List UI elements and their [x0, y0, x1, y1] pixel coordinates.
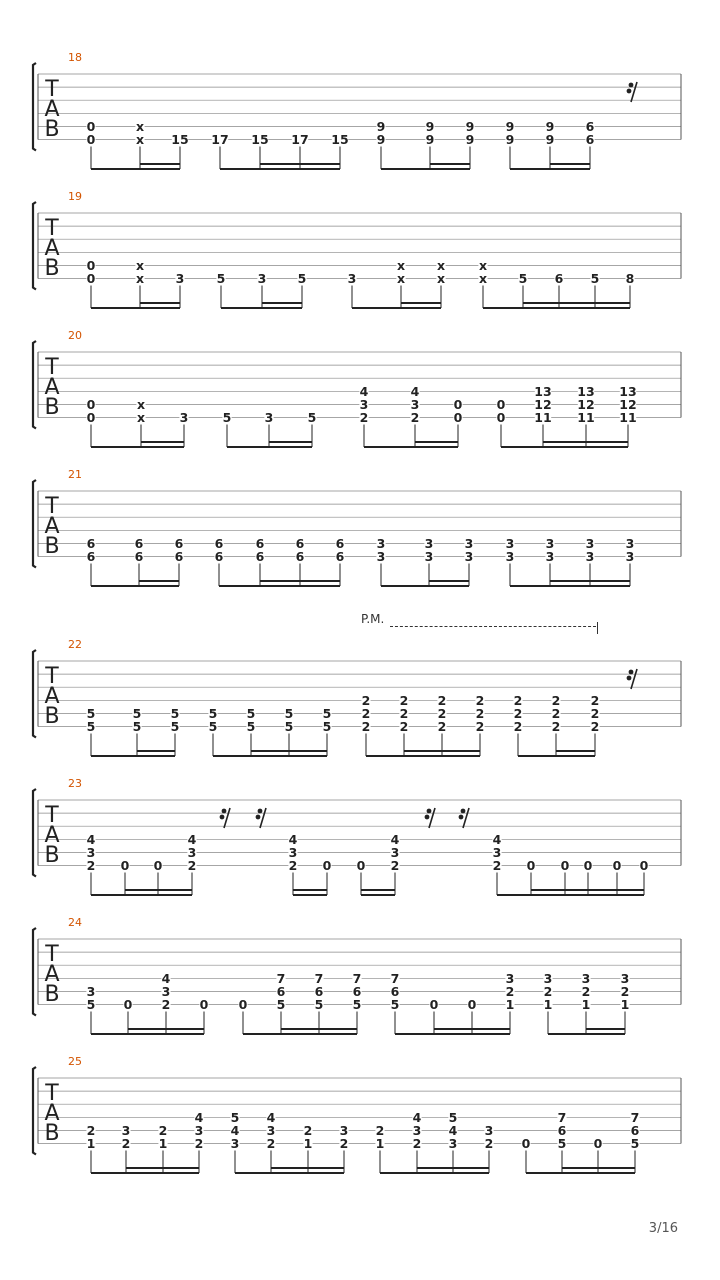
fret-number: 5 — [314, 997, 324, 1012]
fret-number: 2 — [86, 1122, 96, 1138]
tab-clef-letter: T — [45, 216, 59, 241]
fret-number: 6 — [390, 983, 400, 999]
fret-number: 11 — [534, 410, 552, 425]
fret-number: x — [135, 118, 145, 134]
fret-number: 5 — [284, 719, 294, 734]
tab-clef-letter: B — [44, 256, 60, 281]
fret-number: x — [135, 132, 145, 147]
fret-number: 3 — [625, 535, 635, 551]
fret-number: 5 — [86, 705, 96, 721]
fret-number: 4 — [86, 831, 96, 847]
fret-number: 6 — [134, 535, 144, 551]
tab-clef-letter: T — [45, 942, 59, 967]
fret-number: 2 — [505, 983, 515, 999]
fret-number: 0 — [429, 997, 439, 1012]
fret-number: 3 — [187, 844, 197, 860]
fret-number: 2 — [288, 858, 298, 873]
fret-number: 4 — [161, 970, 171, 986]
measure-number: 18 — [68, 51, 82, 64]
fret-number: 9 — [505, 118, 515, 134]
fret-number: 3 — [376, 535, 386, 551]
tab-system — [33, 51, 681, 169]
fret-number: 5 — [170, 705, 180, 721]
system-bracket — [33, 1067, 36, 1155]
fret-number: 7 — [352, 970, 362, 986]
fret-number: 9 — [465, 118, 475, 134]
fret-number: 5 — [322, 705, 332, 721]
fret-number: x — [136, 410, 146, 425]
fret-number: 2 — [551, 705, 561, 721]
fret-number: 0 — [86, 118, 96, 134]
fret-number: 0 — [86, 132, 96, 147]
measure-number: 22 — [68, 638, 82, 651]
fret-number: 3 — [376, 549, 386, 564]
fret-number: 5 — [208, 719, 218, 734]
fret-number: 2 — [194, 1136, 204, 1151]
fret-number: 3 — [257, 271, 267, 286]
measure-number: 19 — [68, 190, 82, 203]
fret-number: 2 — [581, 983, 591, 999]
tab-clef-letter: B — [44, 982, 60, 1007]
fret-number: 2 — [492, 858, 502, 873]
fret-number: 3 — [448, 1136, 458, 1151]
tab-clef-letter: B — [44, 117, 60, 142]
fret-number: 2 — [590, 692, 600, 708]
fret-number: 0 — [86, 271, 96, 286]
tab-clef-letter: T — [45, 355, 59, 380]
fret-number: 3 — [505, 970, 515, 986]
fret-number: 3 — [620, 970, 630, 986]
fret-number: 2 — [266, 1136, 276, 1151]
tab-clef-letter: A — [44, 823, 60, 848]
fret-number: 1 — [581, 997, 591, 1012]
tab-clef-letter: T — [45, 494, 59, 519]
palm-mute-extension — [390, 626, 596, 627]
fret-number: 6 — [255, 549, 265, 564]
fret-number: 9 — [425, 118, 435, 134]
fret-number: 3 — [266, 1122, 276, 1138]
fret-number: 8 — [625, 271, 635, 286]
fret-number: 2 — [339, 1136, 349, 1151]
fret-number: 5 — [230, 1109, 240, 1125]
fret-number: 3 — [424, 549, 434, 564]
rest-dot — [222, 809, 227, 814]
fret-number: 2 — [375, 1122, 385, 1138]
fret-number: 6 — [134, 549, 144, 564]
fret-number: 2 — [359, 410, 369, 425]
sixteenth-rest-icon — [220, 808, 230, 828]
fret-number: 6 — [276, 983, 286, 999]
fret-number: 3 — [339, 1122, 349, 1138]
fret-number: 2 — [590, 705, 600, 721]
fret-number: 0 — [496, 396, 506, 412]
rest-dot — [220, 815, 225, 820]
fret-number: 6 — [295, 549, 305, 564]
fret-number: 0 — [453, 396, 463, 412]
tab-clef-letter: T — [45, 664, 59, 689]
fret-number: 3 — [581, 970, 591, 986]
fret-number: x — [478, 271, 488, 286]
tab-clef-letter: A — [44, 962, 60, 987]
fret-number: 5 — [170, 719, 180, 734]
fret-number: 11 — [619, 410, 637, 425]
fret-number: 3 — [288, 844, 298, 860]
rest-dot — [256, 815, 261, 820]
measure-number: 25 — [68, 1055, 82, 1068]
fret-number: x — [135, 271, 145, 286]
system-bracket — [33, 480, 36, 568]
rest-dot — [627, 676, 632, 681]
fret-number: 6 — [557, 1122, 567, 1138]
tab-system — [33, 916, 681, 1034]
fret-number: 6 — [335, 549, 345, 564]
fret-number: 6 — [295, 535, 305, 551]
fret-number: 1 — [375, 1136, 385, 1151]
tab-clef-letter: B — [44, 1121, 60, 1146]
tab-clef-letter: A — [44, 514, 60, 539]
fret-number: 5 — [390, 997, 400, 1012]
fret-number: x — [436, 271, 446, 286]
fret-number: x — [478, 257, 488, 273]
fret-number: 2 — [437, 692, 447, 708]
fret-number: 4 — [288, 831, 298, 847]
fret-number: 13 — [577, 383, 595, 399]
tab-clef-letter: T — [45, 77, 59, 102]
fret-number: 13 — [534, 383, 552, 399]
fret-number: 2 — [161, 997, 171, 1012]
fret-number: 0 — [639, 858, 649, 873]
fret-number: 6 — [174, 549, 184, 564]
fret-number: 15 — [251, 132, 269, 147]
fret-number: 0 — [593, 1136, 603, 1151]
fret-number: 2 — [551, 719, 561, 734]
fret-number: 0 — [153, 858, 163, 873]
fret-number: 6 — [86, 549, 96, 564]
fret-number: 5 — [284, 705, 294, 721]
fret-number: 3 — [121, 1122, 131, 1138]
fret-number: 2 — [437, 719, 447, 734]
fret-number: 9 — [425, 132, 435, 147]
fret-number: 5 — [86, 997, 96, 1012]
fret-number: 6 — [585, 118, 595, 134]
fret-number: 5 — [222, 410, 232, 425]
fret-number: x — [136, 396, 146, 412]
rest-dot — [627, 89, 632, 94]
fret-number: 3 — [264, 410, 274, 425]
tab-system — [33, 329, 681, 447]
fret-number: 2 — [390, 858, 400, 873]
fret-number: 4 — [194, 1109, 204, 1125]
fret-number: 4 — [412, 1109, 422, 1125]
fret-number: 2 — [513, 692, 523, 708]
fret-number: 0 — [612, 858, 622, 873]
fret-number: 5 — [590, 271, 600, 286]
fret-number: 3 — [161, 983, 171, 999]
fret-number: 3 — [86, 983, 96, 999]
fret-number: 0 — [356, 858, 366, 873]
fret-number: 17 — [211, 132, 229, 147]
fret-number: 4 — [230, 1122, 240, 1138]
fret-number: 5 — [276, 997, 286, 1012]
fret-number: 0 — [199, 997, 209, 1012]
fret-number: 4 — [187, 831, 197, 847]
fret-number: 9 — [505, 132, 515, 147]
sixteenth-rest-icon — [425, 808, 435, 828]
fret-number: 1 — [505, 997, 515, 1012]
fret-number: 3 — [410, 396, 420, 412]
fret-number: 9 — [545, 132, 555, 147]
fret-number: 6 — [585, 132, 595, 147]
measure-number: 23 — [68, 777, 82, 790]
fret-number: 2 — [484, 1136, 494, 1151]
tab-system — [33, 1055, 681, 1173]
system-bracket — [33, 202, 36, 290]
fret-number: 4 — [359, 383, 369, 399]
tab-system — [33, 777, 681, 895]
fret-number: 5 — [518, 271, 528, 286]
rest-dot — [629, 83, 634, 88]
fret-number: 6 — [554, 271, 564, 286]
fret-number: 0 — [120, 858, 130, 873]
palm-mute-label: P.M. — [361, 612, 385, 626]
system-bracket — [33, 63, 36, 151]
fret-number: 2 — [361, 719, 371, 734]
fret-number: 0 — [521, 1136, 531, 1151]
fret-number: 3 — [464, 549, 474, 564]
fret-number: 6 — [174, 535, 184, 551]
tab-clef-letter: A — [44, 684, 60, 709]
sixteenth-rest-icon — [627, 669, 637, 689]
fret-number: 5 — [86, 719, 96, 734]
fret-number: 2 — [475, 719, 485, 734]
fret-number: 5 — [132, 705, 142, 721]
sixteenth-rest-icon — [627, 82, 637, 102]
fret-number: 11 — [577, 410, 595, 425]
fret-number: 2 — [410, 410, 420, 425]
tab-clef-letter: A — [44, 236, 60, 261]
measure-number: 24 — [68, 916, 82, 929]
tab-system — [33, 190, 681, 308]
fret-number: 6 — [86, 535, 96, 551]
fret-number: 0 — [583, 858, 593, 873]
fret-number: 0 — [467, 997, 477, 1012]
system-bracket — [33, 928, 36, 1016]
fret-number: 3 — [543, 970, 553, 986]
fret-number: 3 — [412, 1122, 422, 1138]
fret-number: x — [396, 257, 406, 273]
fret-number: 0 — [453, 410, 463, 425]
fret-number: 3 — [492, 844, 502, 860]
tab-clef-letter: A — [44, 97, 60, 122]
fret-number: 0 — [496, 410, 506, 425]
fret-number: 3 — [179, 410, 189, 425]
fret-number: 6 — [214, 535, 224, 551]
fret-number: 1 — [86, 1136, 96, 1151]
fret-number: 7 — [557, 1109, 567, 1125]
fret-number: 1 — [158, 1136, 168, 1151]
fret-number: 3 — [545, 535, 555, 551]
fret-number: 6 — [214, 549, 224, 564]
fret-number: 12 — [619, 396, 637, 412]
fret-number: 9 — [465, 132, 475, 147]
fret-number: 2 — [361, 692, 371, 708]
fret-number: 2 — [399, 692, 409, 708]
palm-mute-end — [597, 622, 598, 634]
fret-number: 3 — [175, 271, 185, 286]
fret-number: 9 — [376, 132, 386, 147]
rest-dot — [629, 670, 634, 675]
fret-number: 0 — [86, 257, 96, 273]
fret-number: 2 — [158, 1122, 168, 1138]
system-bracket — [33, 789, 36, 877]
fret-number: 3 — [585, 549, 595, 564]
fret-number: 2 — [121, 1136, 131, 1151]
fret-number: 0 — [526, 858, 536, 873]
tab-clef-letter: B — [44, 395, 60, 420]
system-bracket — [33, 341, 36, 429]
fret-number: 3 — [230, 1136, 240, 1151]
rest-dot — [459, 815, 464, 820]
fret-number: 2 — [620, 983, 630, 999]
fret-number: 5 — [297, 271, 307, 286]
fret-number: 4 — [492, 831, 502, 847]
tab-clef-letter: A — [44, 375, 60, 400]
system-bracket — [33, 650, 36, 738]
fret-number: 6 — [335, 535, 345, 551]
fret-number: 6 — [255, 535, 265, 551]
fret-number: 1 — [543, 997, 553, 1012]
fret-number: 5 — [322, 719, 332, 734]
rest-dot — [427, 809, 432, 814]
fret-number: 5 — [352, 997, 362, 1012]
fret-number: 2 — [513, 705, 523, 721]
fret-number: 0 — [238, 997, 248, 1012]
fret-number: 1 — [620, 997, 630, 1012]
fret-number: x — [135, 257, 145, 273]
fret-number: 5 — [208, 705, 218, 721]
fret-number: 12 — [577, 396, 595, 412]
fret-number: 0 — [560, 858, 570, 873]
fret-number: 12 — [534, 396, 552, 412]
fret-number: 7 — [630, 1109, 640, 1125]
fret-number: 15 — [331, 132, 349, 147]
fret-number: 7 — [314, 970, 324, 986]
tab-system — [33, 468, 681, 586]
tab-system — [33, 638, 681, 756]
fret-number: 17 — [291, 132, 309, 147]
fret-number: 2 — [437, 705, 447, 721]
fret-number: 3 — [347, 271, 357, 286]
fret-number: 3 — [545, 549, 555, 564]
fret-number: 5 — [630, 1136, 640, 1151]
fret-number: 2 — [513, 719, 523, 734]
fret-number: 5 — [132, 719, 142, 734]
tab-clef-letter: B — [44, 704, 60, 729]
fret-number: 2 — [361, 705, 371, 721]
fret-number: x — [436, 257, 446, 273]
page-number: 3/16 — [648, 1221, 678, 1236]
fret-number: 3 — [86, 844, 96, 860]
tab-clef-letter: B — [44, 843, 60, 868]
fret-number: 5 — [216, 271, 226, 286]
fret-number: 1 — [303, 1136, 313, 1151]
rest-dot — [425, 815, 430, 820]
rest-dot — [461, 809, 466, 814]
measure-number: 21 — [68, 468, 82, 481]
fret-number: 4 — [410, 383, 420, 399]
fret-number: 2 — [551, 692, 561, 708]
fret-number: 5 — [307, 410, 317, 425]
fret-number: 2 — [475, 705, 485, 721]
fret-number: 3 — [585, 535, 595, 551]
fret-number: 6 — [630, 1122, 640, 1138]
fret-number: 5 — [448, 1109, 458, 1125]
tab-clef-letter: B — [44, 534, 60, 559]
fret-number: 4 — [448, 1122, 458, 1138]
fret-number: 2 — [86, 858, 96, 873]
fret-number: 4 — [266, 1109, 276, 1125]
fret-number: 3 — [484, 1122, 494, 1138]
tab-clef-letter: T — [45, 803, 59, 828]
fret-number: 7 — [276, 970, 286, 986]
fret-number: 2 — [543, 983, 553, 999]
tab-clef-letter: A — [44, 1101, 60, 1126]
fret-number: 2 — [187, 858, 197, 873]
fret-number: 0 — [322, 858, 332, 873]
fret-number: 2 — [590, 719, 600, 734]
fret-number: 2 — [303, 1122, 313, 1138]
fret-number: 2 — [399, 705, 409, 721]
fret-number: 0 — [86, 396, 96, 412]
fret-number: 6 — [314, 983, 324, 999]
fret-number: 3 — [505, 535, 515, 551]
fret-number: 5 — [246, 705, 256, 721]
fret-number: 0 — [123, 997, 133, 1012]
fret-number: 2 — [399, 719, 409, 734]
fret-number: 2 — [412, 1136, 422, 1151]
fret-number: 7 — [390, 970, 400, 986]
fret-number: 3 — [505, 549, 515, 564]
fret-number: 15 — [171, 132, 189, 147]
sixteenth-rest-icon — [459, 808, 469, 828]
fret-number: 3 — [424, 535, 434, 551]
fret-number: 3 — [359, 396, 369, 412]
fret-number: 5 — [246, 719, 256, 734]
fret-number: 13 — [619, 383, 637, 399]
fret-number: 9 — [376, 118, 386, 134]
fret-number: 3 — [390, 844, 400, 860]
sixteenth-rest-icon — [256, 808, 266, 828]
fret-number: 9 — [545, 118, 555, 134]
tab-clef-letter: T — [45, 1081, 59, 1106]
fret-number: 6 — [352, 983, 362, 999]
fret-number: 2 — [475, 692, 485, 708]
measure-number: 20 — [68, 329, 82, 342]
fret-number: 3 — [464, 535, 474, 551]
fret-number: 4 — [390, 831, 400, 847]
rest-dot — [258, 809, 263, 814]
fret-number: 0 — [86, 410, 96, 425]
fret-number: 3 — [625, 549, 635, 564]
fret-number: x — [396, 271, 406, 286]
fret-number: 5 — [557, 1136, 567, 1151]
fret-number: 3 — [194, 1122, 204, 1138]
